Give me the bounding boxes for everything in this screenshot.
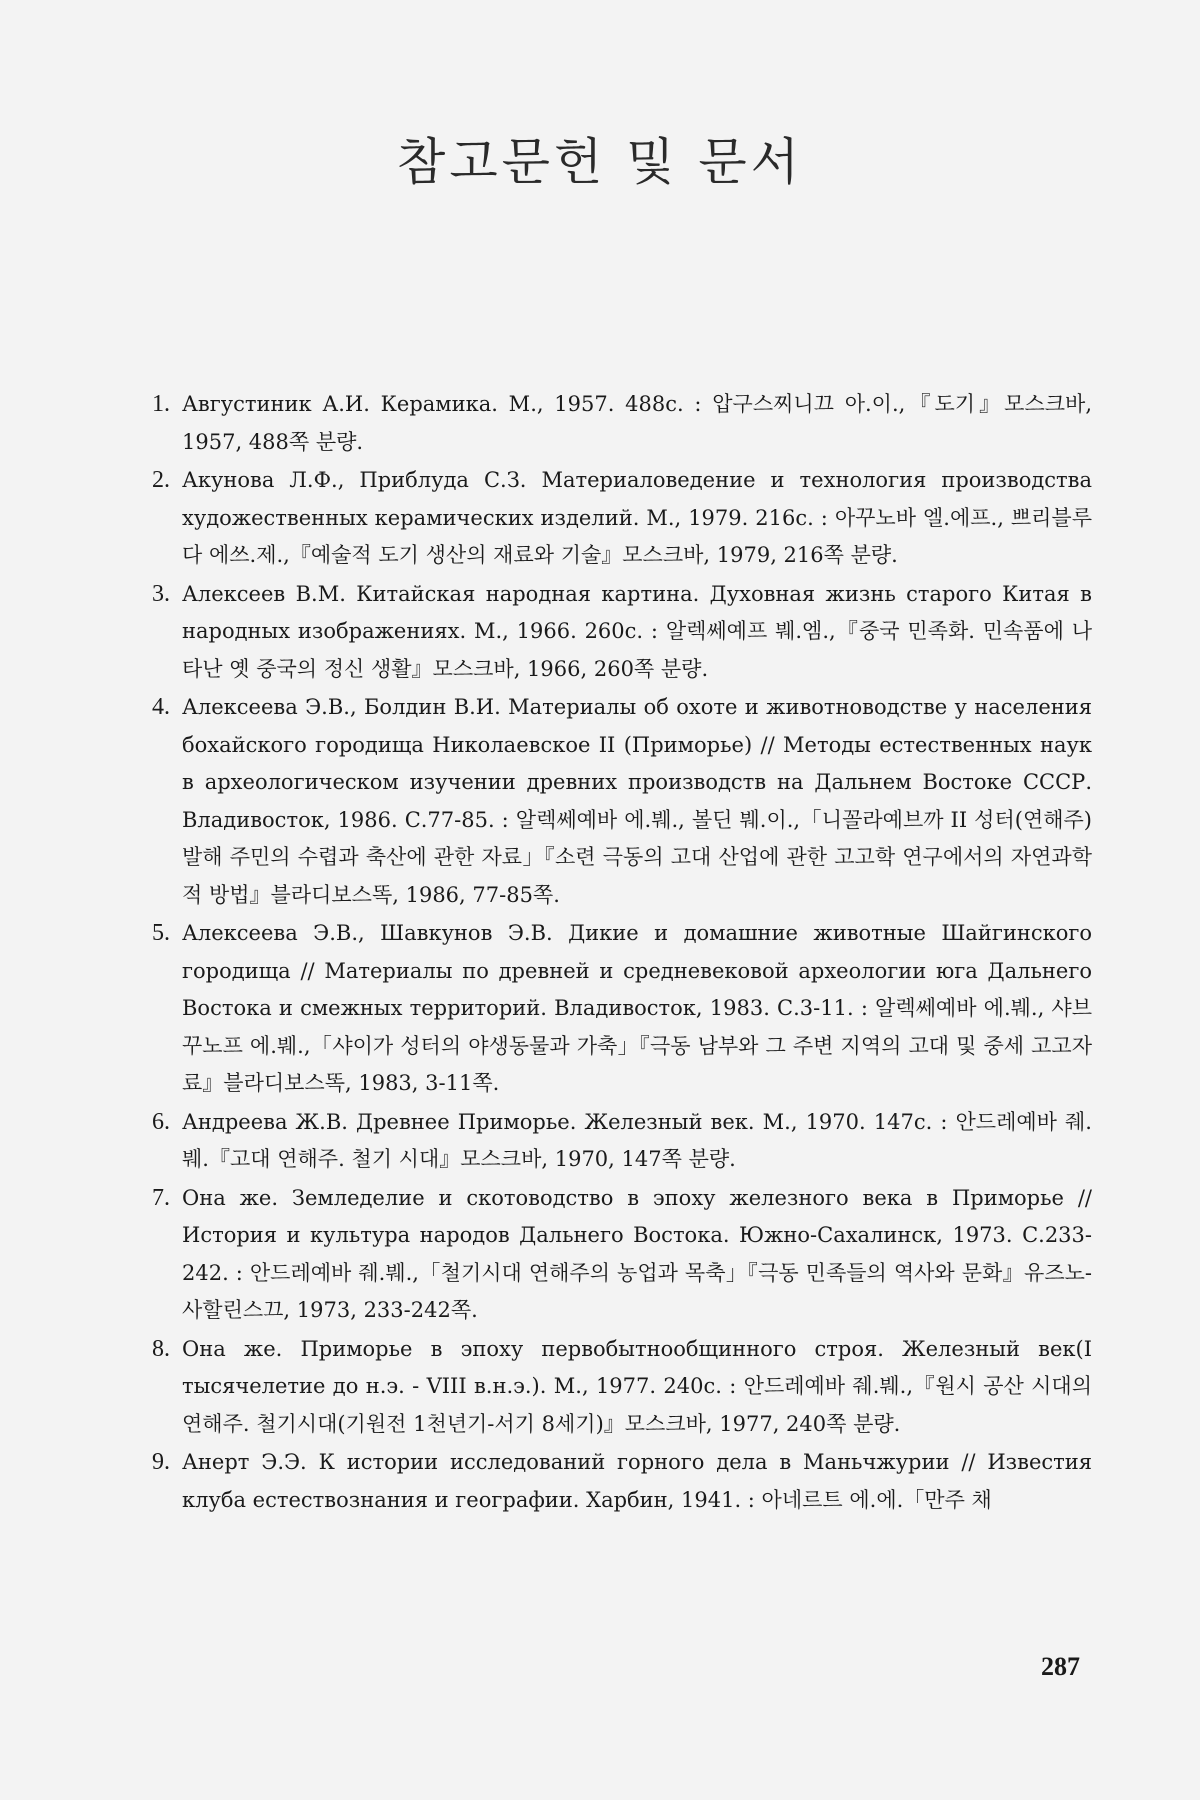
reference-number: 4. — [152, 694, 170, 720]
reference-item — [152, 1180, 1092, 1330]
reference-number: 6. — [152, 1108, 170, 1135]
reference-number: 8. — [152, 1335, 170, 1362]
reference-item — [152, 1104, 1092, 1179]
reference-item — [152, 1331, 1092, 1444]
reference-text: Алексеева Э.В., Шавкунов Э.В. Дикие и домашние животные Шайгинского городища // Материалы по древней и средневековой археологии юга Дальнего Востока и смежных территорий. Владивосток, 1983. С.3-11. : 알렉쎄예바 에.붸., 샤브꾸노프 에.붸.,「샤이가 성터의 야생동물과 가축」『극동 남부와 그 주변 지역의 고대 및 중세 고고자료』블라디보스똑, 1983, 3-11쪽. — [182, 921, 1092, 1095]
page-number: 287 — [1041, 1652, 1080, 1681]
reference-list — [152, 386, 1092, 1520]
reference-item — [152, 462, 1092, 575]
reference-number: 1. — [152, 391, 170, 417]
reference-number: 5. — [152, 920, 170, 946]
reference-number: 2. — [152, 467, 170, 493]
reference-text: Андреева Ж.В. Древнее Приморье. Железный век. М., 1970. 147с. : 안드레예바 줴.붸.『고대 연해주. 철기 시대』모스크바, 1970, 147쪽 분량. — [182, 1109, 1092, 1171]
reference-text: Августиник А.И. Керамика. М., 1957. 488с. : 압구스찌니끄 아.이.,『도기』모스크바, 1957, 488쪽 분량. — [182, 392, 1092, 454]
reference-text: Акунова Л.Ф., Приблуда С.З. Материаловедение и технология производства художественных керамических изделий. М., 1979. 216с. : 아꾸노바 엘.에프., 쁘리블루다 에쓰.제.,『예술적 도기 생산의 재료와 기술』모스크바, 1979, 216쪽 분량. — [182, 468, 1092, 567]
reference-number: 7. — [152, 1184, 170, 1211]
reference-text: Анерт Э.Э. К истории исследований горного дела в Маньчжурии // Известия клуба естествознания и географии. Харбин, 1941. : 아네르트 에.에.「만주 채 — [182, 1450, 1092, 1512]
reference-item — [152, 386, 1092, 461]
reference-text: Она же. Земледелие и скотоводство в эпоху железного века в Приморье // История и культура народов Дальнего Востока. Южно-Сахалинск, 1973. С.233-242. : 안드레예바 줴.붸.,「철기시대 연해주의 농업과 목축」『극동 민족들의 역사와 문화』유즈노-사할린스끄, 1973, 233-242쪽. — [182, 1185, 1092, 1322]
reference-text: Она же. Приморье в эпоху первобытнообщинного строя. Железный век(I тысячелетие до н.э. - VIII в.н.э.). М., 1977. 240с. : 안드레예바 줴.붸.,『원시 공산 시대의 연해주. 철기시대(기원전 1천년기-서기 8세기)』모스크바, 1977, 240쪽 분량. — [182, 1336, 1092, 1436]
reference-text: Алексеев В.М. Китайская народная картина. Духовная жизнь старого Китая в народных изображениях. М., 1966. 260с. : 알렉쎄예프 붸.엠.,『중국 민족화. 민속품에 나타난 옛 중국의 정신 생활』모스크바, 1966, 260쪽 분량. — [182, 581, 1092, 681]
reference-item — [152, 689, 1092, 914]
reference-number: 9. — [152, 1449, 170, 1475]
reference-item — [152, 576, 1092, 689]
reference-item — [152, 1444, 1092, 1519]
page-title: 참고문헌 및 문서 — [397, 133, 803, 191]
reference-item — [152, 915, 1092, 1103]
reference-number: 3. — [152, 580, 170, 607]
reference-text: Алексеева Э.В., Болдин В.И. Материалы об охоте и животноводстве у населения бохайского городища Николаевское II (Приморье) // Методы естественных наук в археологическом изучении древних производств на Дальнем Востоке СССР. Владивосток, 1986. С.77-85. : 알렉쎄예바 에.붸., 볼딘 붸.이.,「니꼴라예브까 II 성터(연해주) 발해 주민의 수렵과 축산에 관한 자료」『소련 극동의 고대 산업에 관한 고고학 연구에서의 자연과학적 방법』블라디보스똑, 1986, 77-85쪽. — [182, 695, 1092, 907]
